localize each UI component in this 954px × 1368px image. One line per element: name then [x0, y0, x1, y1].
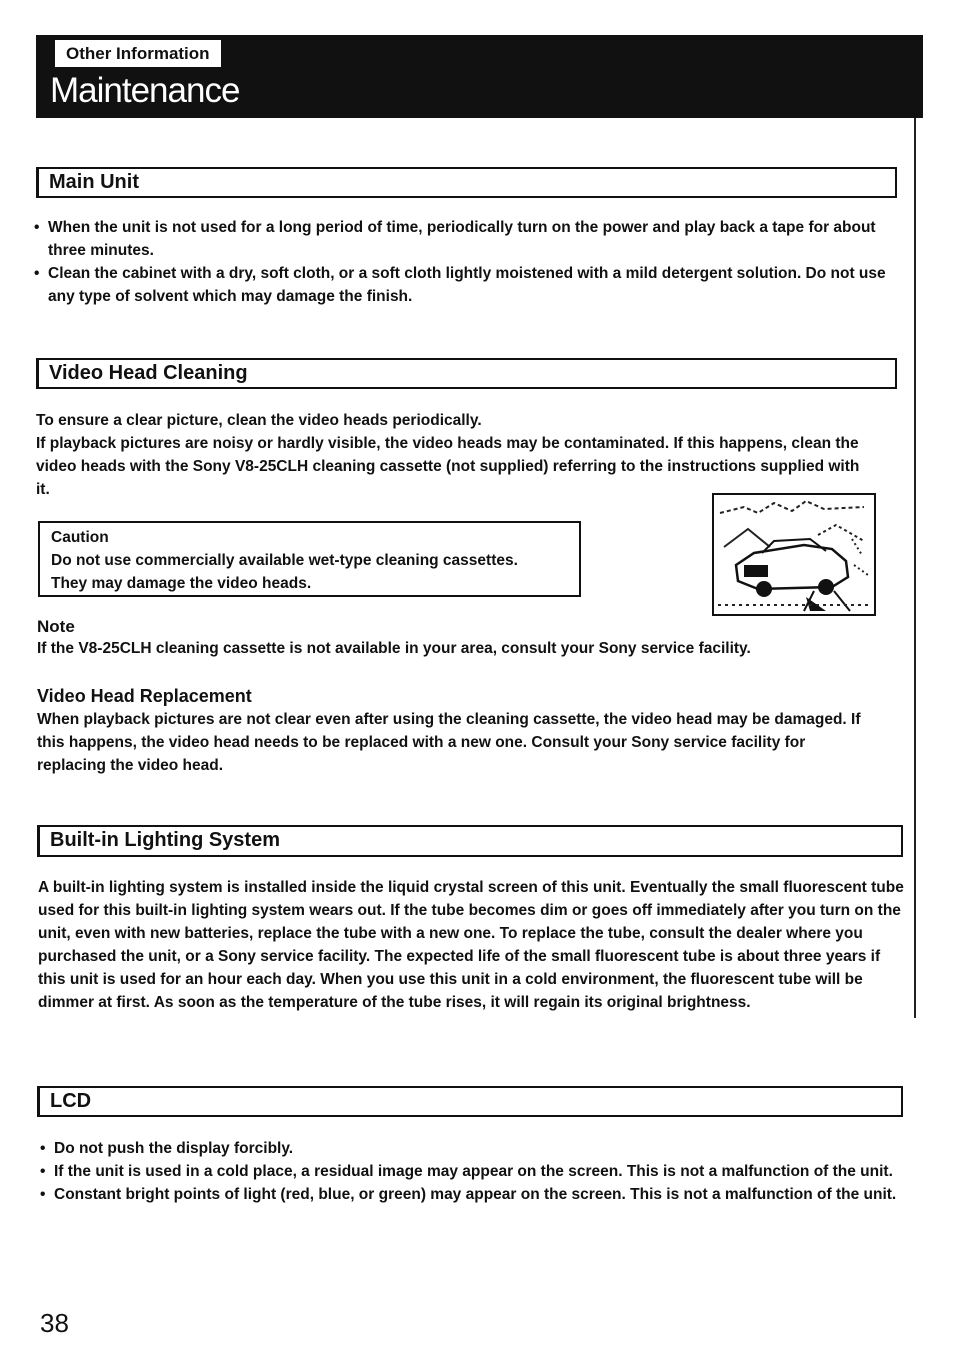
video-head-cleaning-text — [36, 409, 876, 501]
page-title: Maintenance — [50, 71, 240, 110]
caution-box — [38, 521, 581, 597]
right-margin-rule — [914, 118, 916, 1018]
main-unit-bullet-list — [34, 216, 906, 308]
note-text: If the V8-25CLH cleaning cassette is not available in your area, consult your Sony service facility. — [37, 640, 751, 657]
paragraph: If playback pictures are noisy or hardly visible, the video heads may be contaminated. If this happens, clean the video heads with the Sony V8-25CLH cleaning cassette (not supplied) referring to the instructions supplied with it. — [36, 435, 860, 498]
video-head-replacement-heading: Video Head Replacement — [37, 686, 252, 706]
lighting-text: A built-in lighting system is installed inside the liquid crystal screen of this unit. Eventually the small fluorescent tube used for this built-in lighting system wears out. If the tube becomes dim or goes off immediately after you turn on the unit, even with new batteries, replace the tube with a new one. To replace the tube, consult the dealer where you purchased the unit, or a Sony service facility. The expected life of the small fluorescent tube is about three years if this unit is used for an hour each day. When you use this unit in a cold environment, the fluorescent tube will be dimmer at first. As soon as the temperature of the tube rises, it will regain its original brightness. — [38, 879, 904, 1011]
header-bar — [36, 35, 923, 118]
section-heading-lighting: Built-in Lighting System — [37, 825, 903, 857]
paragraph: To ensure a clear picture, clean the video heads periodically. — [36, 412, 482, 429]
caution-line: Do not use commercially available wet-type cleaning cassettes. — [51, 552, 518, 569]
note-heading: Note — [37, 617, 75, 636]
car-landscape-illustration — [714, 495, 874, 614]
page-number: 38 — [40, 1308, 69, 1338]
caution-title: Caution — [51, 529, 109, 546]
list-item: • If the unit is used in a cold place, a residual image may appear on the screen. This is not a malfunction of the unit. — [40, 1160, 898, 1183]
list-item: • Constant bright points of light (red, blue, or green) may appear on the screen. This is not a malfunction of the unit. — [40, 1183, 898, 1206]
video-head-replacement-text: When playback pictures are not clear even after using the cleaning cassette, the video head may be damaged. If this happens, the video head needs to be replaced with a new one. Consult your Sony service facility for replacing the video head. — [37, 711, 861, 774]
lcd-bullet-list — [40, 1137, 898, 1206]
section-heading-lcd: LCD — [37, 1086, 903, 1117]
caution-line: They may damage the video heads. — [51, 575, 312, 592]
header-category-tab: Other Information — [50, 40, 221, 67]
section-heading-main-unit: Main Unit — [36, 167, 897, 198]
list-item: • Clean the cabinet with a dry, soft cloth, or a soft cloth lightly moistened with a mild detergent solution. Do not use any type of solvent which may damage the finish. — [34, 262, 906, 308]
list-item: • Do not push the display forcibly. — [40, 1137, 898, 1160]
cleaning-cassette-illustration — [712, 493, 876, 616]
section-heading-video-head-cleaning: Video Head Cleaning — [36, 358, 897, 389]
list-item: • When the unit is not used for a long period of time, periodically turn on the power and play back a tape for about three minutes. — [34, 216, 906, 262]
